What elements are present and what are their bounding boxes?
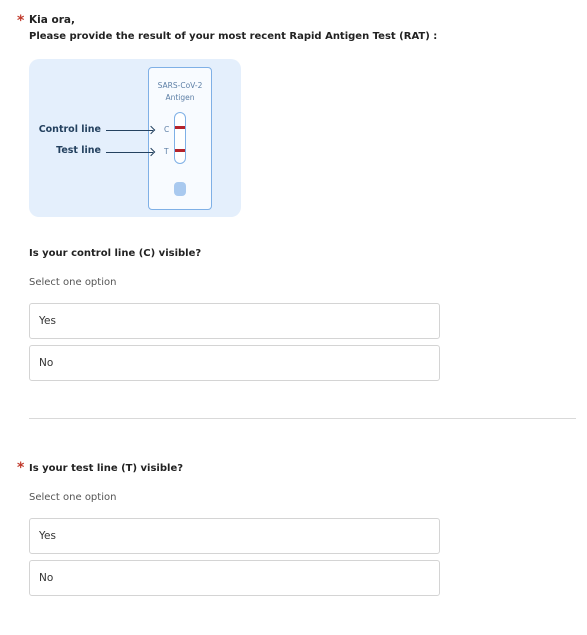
greeting-text: Kia ora, <box>29 14 75 26</box>
option-control-yes[interactable] <box>29 303 440 339</box>
test-band <box>175 149 185 152</box>
question-control-line: Is your control line (C) visible? <box>29 248 202 259</box>
option-label: Yes <box>39 315 56 327</box>
required-marker: * <box>17 13 25 29</box>
question-control-hint: Select one option <box>29 277 117 288</box>
test-line-label: Test line <box>56 145 101 156</box>
section-divider <box>29 418 576 419</box>
sample-well <box>174 182 186 196</box>
test-strip <box>174 112 186 164</box>
device-title-line2: Antigen <box>165 93 195 102</box>
question-test-line: Is your test line (T) visible? <box>29 463 184 474</box>
required-marker: * <box>17 460 25 476</box>
question-test-hint: Select one option <box>29 492 117 503</box>
device-title-line1: SARS-CoV-2 <box>157 81 203 90</box>
option-control-no[interactable] <box>29 345 440 381</box>
option-label: No <box>39 572 54 584</box>
option-test-yes[interactable] <box>29 518 440 554</box>
option-label: No <box>39 357 54 369</box>
test-letter: T <box>164 147 169 156</box>
control-line-label: Control line <box>38 124 101 135</box>
control-band <box>175 126 185 129</box>
option-label: Yes <box>39 530 56 542</box>
control-letter: C <box>164 125 170 134</box>
intro-text: Please provide the result of your most recent Rapid Antigen Test (RAT) : <box>29 31 438 42</box>
option-test-no[interactable] <box>29 560 440 596</box>
